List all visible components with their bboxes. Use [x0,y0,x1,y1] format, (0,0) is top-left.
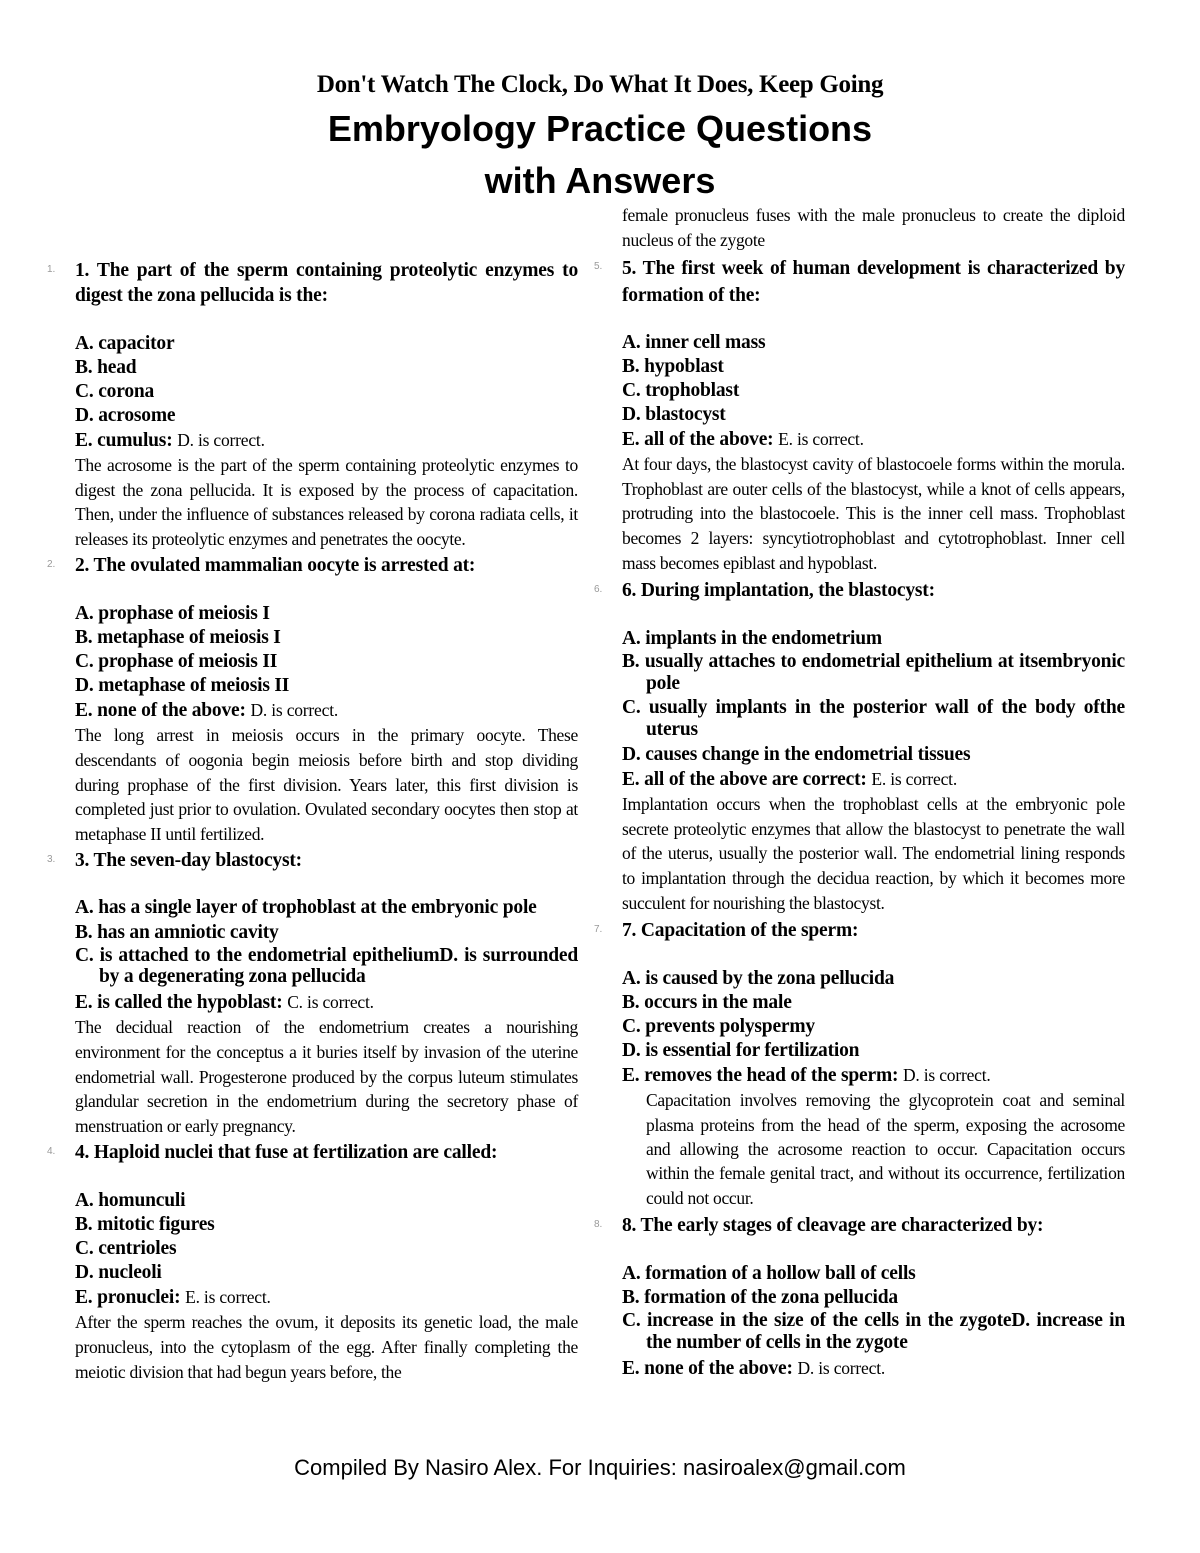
answer: D. is correct. [177,430,265,450]
question-8 [594,1213,1125,1381]
explanation: Implantation occurs when the trophoblast cells at the embryonic pole secrete proteolytic enzymes that allow the blastocyst to penetrate the wall of the uterus, usually the posterior wall. The endometrial lining responds to implantation through the decidua reaction, by which it becomes more succulent for nourishing the blastocyst. [622,794,1125,913]
option: C. prophase of meiosis II [75,651,278,673]
option-with-answer [622,767,1125,792]
question-number: 5. [594,261,603,273]
answer: E. is correct. [185,1287,271,1308]
question-number: 3. [47,854,56,866]
answer: E. is correct. [871,769,958,790]
explanation: The acrosome is the part of the sperm containing proteolytic enzymes to digest the zona pellucida. It is exposed by the process of capacitation. Then, under the influence of substances released by corona radiata cells, it releases its proteolytic enzymes and penetrates the oocyte. [75,455,578,549]
option: E. none of the above: [75,700,246,722]
left-column [47,258,578,1384]
question-7 [594,918,1125,1210]
option: C. trophoblast [622,380,740,402]
option-with-answer [75,990,578,1015]
option: D. nucleoli [75,1262,162,1284]
question-text: 2. The ovulated mammalian oocyte is arrested at: [75,555,476,577]
question-text: 7. Capacitation of the sperm: [622,920,859,942]
answer: E. is correct. [778,429,864,450]
answer: C. is correct. [287,992,374,1013]
option: B. mitotic figures [75,1214,215,1236]
question-4 [47,1140,578,1384]
option: D. causes change in the endometrial tissues [622,744,971,766]
tagline: Don't Watch The Clock, Do What It Does, Keep Going [316,71,884,98]
answer: D. is correct. [797,1358,886,1379]
question-1 [47,258,578,551]
option: D. blastocyst [622,404,726,426]
option: A. formation of a hollow ball of cells [622,1263,916,1285]
option: B. usually attaches to endometrial epithelium at itsembryonic pole [622,651,1125,695]
question-text: 6. During implantation, the blastocyst: [622,580,935,602]
question-number: 1. [47,264,56,275]
option: B. metaphase of meiosis I [75,627,281,649]
question-5 [594,255,1125,575]
option: C. prevents polyspermy [622,1016,815,1038]
question-text: 5. The first week of human development is characterized by formation of the: [622,258,1125,307]
question-3 [47,848,578,1138]
question-number: 2. [47,559,56,571]
option: B. occurs in the male [622,992,792,1014]
explanation: The decidual reaction of the endometrium creates a nourishing environment for the conceptus a it buries itself by invasion of the uterine endometrial wall. Progesterone produced by the corpus luteum stimulates glandular secretion in the endometrium during the secretory phase of menstruation or early pregnancy. [75,1017,578,1136]
question-text: 4. Haploid nuclei that fuse at fertilization are called: [75,1142,498,1164]
option: A. prophase of meiosis I [75,603,270,625]
option: D. acrosome [75,405,176,426]
answer: D. is correct. [902,1065,991,1086]
right-column [594,203,1125,1381]
option: A. has a single layer of trophoblast at the embryonic pole [75,897,537,919]
option: C. usually implants in the posterior wall of the body ofthe uterus [622,697,1125,741]
option: A. capacitor [75,333,175,354]
question-number: 6. [594,584,603,596]
option: A. homunculi [75,1190,186,1212]
option-with-answer [622,1356,1125,1381]
option: E. all of the above: [622,429,774,451]
option-with-answer [75,1285,578,1310]
explanation: At four days, the blastocyst cavity of blastocoele forms within the morula. Trophoblast are outer cells of the blastocyst, while a knot of cells appears, protruding into the blastocoele. This is the inner cell mass. Trophoblast becomes 2 layers: syncytiotrophoblast and cytotrophoblast. Inner cell mass becomes epiblast and hypoblast. [622,454,1125,573]
question-2 [47,553,578,846]
footer-credit: Compiled By Nasiro Alex. For Inquiries: nasiroalex@gmail.com [294,1455,906,1480]
option: C. increase in the size of the cells in the zygoteD. increase in the number of cells in the zygote [622,1310,1125,1354]
option-with-answer [75,698,578,723]
explanation: After the sperm reaches the ovum, it deposits its genetic load, the male pronucleus, into the cytoplasm of the egg. After finally completing the meiotic division that had begun years before, the [75,1312,578,1382]
option: D. metaphase of meiosis II [75,675,290,697]
page-title-line2: with Answers [484,160,716,201]
question-text: 8. The early stages of cleavage are characterized by: [622,1215,1044,1237]
page-title: Embryology Practice Questions [327,108,873,149]
option: E. is called the hypoblast: [75,992,283,1014]
option: B. hypoblast [622,356,724,378]
option: C. is attached to the endometrial epitheliumD. is surrounded by a degenerating zona pellucida [75,945,578,988]
option-with-answer [622,427,1125,452]
option-with-answer [75,428,578,453]
option: A. inner cell mass [622,332,766,354]
question-number: 8. [594,1219,603,1231]
answer: D. is correct. [250,700,339,721]
question-text: 3. The seven-day blastocyst: [75,850,302,872]
option: E. all of the above are correct: [622,769,867,791]
option: E. removes the head of the sperm: [622,1065,899,1087]
option: C. corona [75,381,155,402]
question-6 [594,578,1125,915]
question-text: 1. The part of the sperm containing proteolytic enzymes to digest the zona pellucida is the: [75,260,578,306]
option: B. formation of the zona pellucida [622,1287,898,1309]
option: E. pronuclei: [75,1287,181,1309]
option: B. head [75,357,137,378]
question-number: 7. [594,924,603,936]
option: A. is caused by the zona pellucida [622,968,895,990]
explanation: Capacitation involves removing the glycoprotein coat and seminal plasma proteins from the head of the sperm, exposing the acrosome and allowing the acrosome reaction to occur. Capacitation occurs within the female genital tract, and without its occurrence, fertilization could not occur. [646,1090,1125,1208]
option: B. has an amniotic cavity [75,922,279,944]
option: E. cumulus: [75,430,173,451]
option: E. none of the above: [622,1358,793,1380]
explanation: The long arrest in meiosis occurs in the primary oocyte. These descendants of oogonia begin meiosis before birth and stop dividing during prophase of the first division. Years later, this first division is completed just prior to ovulation. Ovulated secondary oocytes then stop at metaphase II until fertilized. [75,725,578,844]
option: A. implants in the endometrium [622,628,882,650]
option-with-answer [622,1063,1125,1088]
option: D. is essential for fertilization [622,1040,860,1062]
explanation-continued: female pronucleus fuses with the male pronucleus to create the diploid nucleus of the zygote [622,205,1125,250]
option: C. centrioles [75,1238,177,1260]
question-number: 4. [47,1146,56,1158]
